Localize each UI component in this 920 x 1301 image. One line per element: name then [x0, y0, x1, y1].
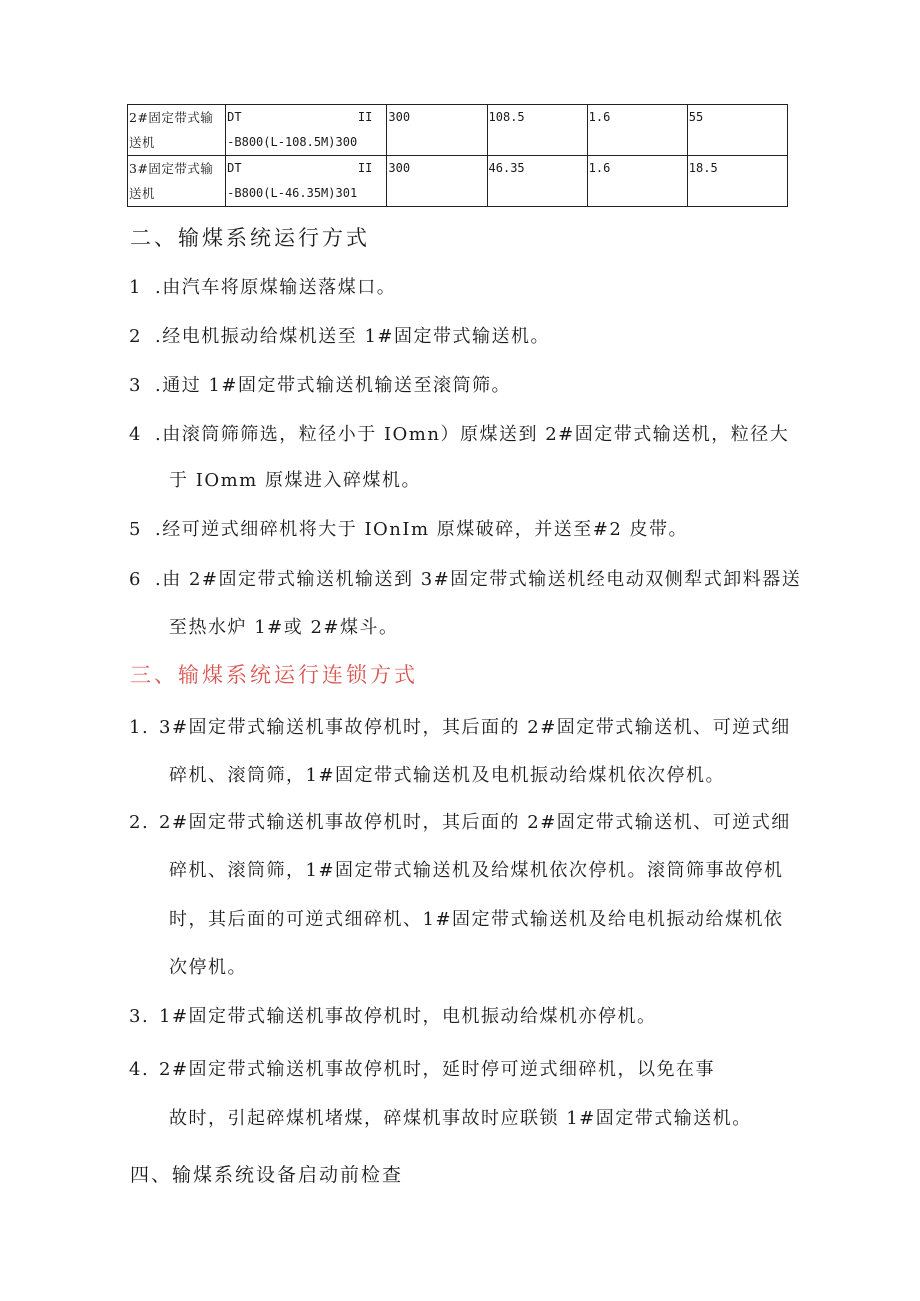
- cell-text: 送机: [129, 186, 156, 201]
- table-row: [128, 156, 788, 207]
- equipment-spec-table: [127, 104, 788, 207]
- list-item: [129, 515, 688, 541]
- item-text: .经可逆式细碎机将大于 IOnIm 原煤破碎，并送至#2 皮带。: [155, 519, 689, 540]
- item-number: 5: [129, 519, 142, 540]
- item-text: .通过 1#固定带式输送机输送至滚筒筛。: [155, 375, 511, 396]
- table-cell-name: [128, 105, 226, 156]
- table-cell-model: [226, 105, 387, 156]
- table-cell: 108.5: [487, 105, 587, 156]
- section-4-heading: 四、输煤系统设备启动前检查: [130, 1164, 404, 1186]
- cell-text: -B800(L-46.35M)301: [227, 186, 358, 200]
- list-item: [129, 420, 789, 446]
- list-item: [129, 273, 396, 299]
- item-text-continued: 碎机、滚筒筛，1#固定带式输送机及电机振动给煤机依次停机。: [169, 765, 726, 786]
- item-text: .由汽车将原煤输送落煤口。: [155, 277, 397, 298]
- item-text-continued: 故时，引起碎煤机堵煤，碎煤机事故时应联锁 1#固定带式输送机。: [169, 1108, 752, 1129]
- list-item: [129, 1002, 657, 1028]
- section-3-heading: 三、输煤系统运行连锁方式: [130, 663, 418, 687]
- cell-text: 2#固定带式输: [129, 110, 214, 125]
- item-text-continued: 碎机、滚筒筛，1#固定带式输送机及给煤机依次停机。滚筒筛事故停机: [169, 860, 784, 881]
- item-number: 6: [129, 569, 142, 590]
- table-cell: 1.6: [587, 156, 687, 207]
- item-number: 2: [129, 326, 142, 347]
- table-cell: 300: [387, 105, 487, 156]
- item-text: 2#固定带式输送机事故停机时，其后面的 2#固定带式输送机、可逆式细: [159, 812, 791, 833]
- table-cell-model: [226, 156, 387, 207]
- item-number: 4.: [129, 1059, 150, 1080]
- cell-text: 3#固定带式输: [129, 161, 214, 176]
- list-item: [129, 1055, 715, 1081]
- cell-text: II: [357, 110, 373, 124]
- table-cell-name: [128, 156, 226, 207]
- item-text-continued: 于 IOmm 原煤进入碎煤机。: [169, 470, 421, 491]
- item-text: .由 2#固定带式输送机输送到 3#固定带式输送机经电动双侧犁式卸料器送: [155, 569, 802, 590]
- item-text: 3#固定带式输送机事故停机时，其后面的 2#固定带式输送机、可逆式细: [159, 717, 791, 738]
- table-row: [128, 105, 788, 156]
- list-item: [129, 371, 511, 397]
- item-number: 1.: [129, 717, 150, 738]
- item-text-continued: 次停机。: [169, 957, 247, 978]
- table-cell: 55: [687, 105, 787, 156]
- cell-text: II: [357, 161, 373, 175]
- item-text: .由滚筒筛筛选，粒径小于 IOmn）原煤送到 2#固定带式输送机，粒径大: [155, 424, 790, 445]
- table-cell: 46.35: [487, 156, 587, 207]
- cell-text: -B800(L-108.5M)300: [227, 135, 358, 149]
- table-cell: 300: [387, 156, 487, 207]
- cell-text: DT: [227, 110, 242, 124]
- item-text-continued: 至热水炉 1#或 2#煤斗。: [169, 617, 399, 638]
- table-cell: 18.5: [687, 156, 787, 207]
- item-text: .经电机振动给煤机送至 1#固定带式输送机。: [155, 326, 550, 347]
- item-number: 1: [129, 277, 142, 298]
- list-item: [129, 808, 791, 834]
- list-item: [129, 565, 801, 591]
- item-number: 2.: [129, 812, 150, 833]
- item-text: 1#固定带式输送机事故停机时，电机振动给煤机亦停机。: [159, 1006, 657, 1027]
- table-cell: 1.6: [587, 105, 687, 156]
- list-item: [129, 322, 550, 348]
- item-number: 3.: [129, 1006, 150, 1027]
- item-number: 3: [129, 375, 142, 396]
- cell-text: 送机: [129, 135, 156, 150]
- item-text: 2#固定带式输送机事故停机时，延时停可逆式细碎机，以免在事: [159, 1059, 716, 1080]
- section-2-heading: 二、输煤系统运行方式: [130, 226, 370, 250]
- item-text-continued: 时，其后面的可逆式细碎机、1#固定带式输送机及给电机振动给煤机依: [169, 909, 784, 930]
- list-item: [129, 713, 791, 739]
- cell-text: DT: [227, 161, 242, 175]
- item-number: 4: [129, 424, 142, 445]
